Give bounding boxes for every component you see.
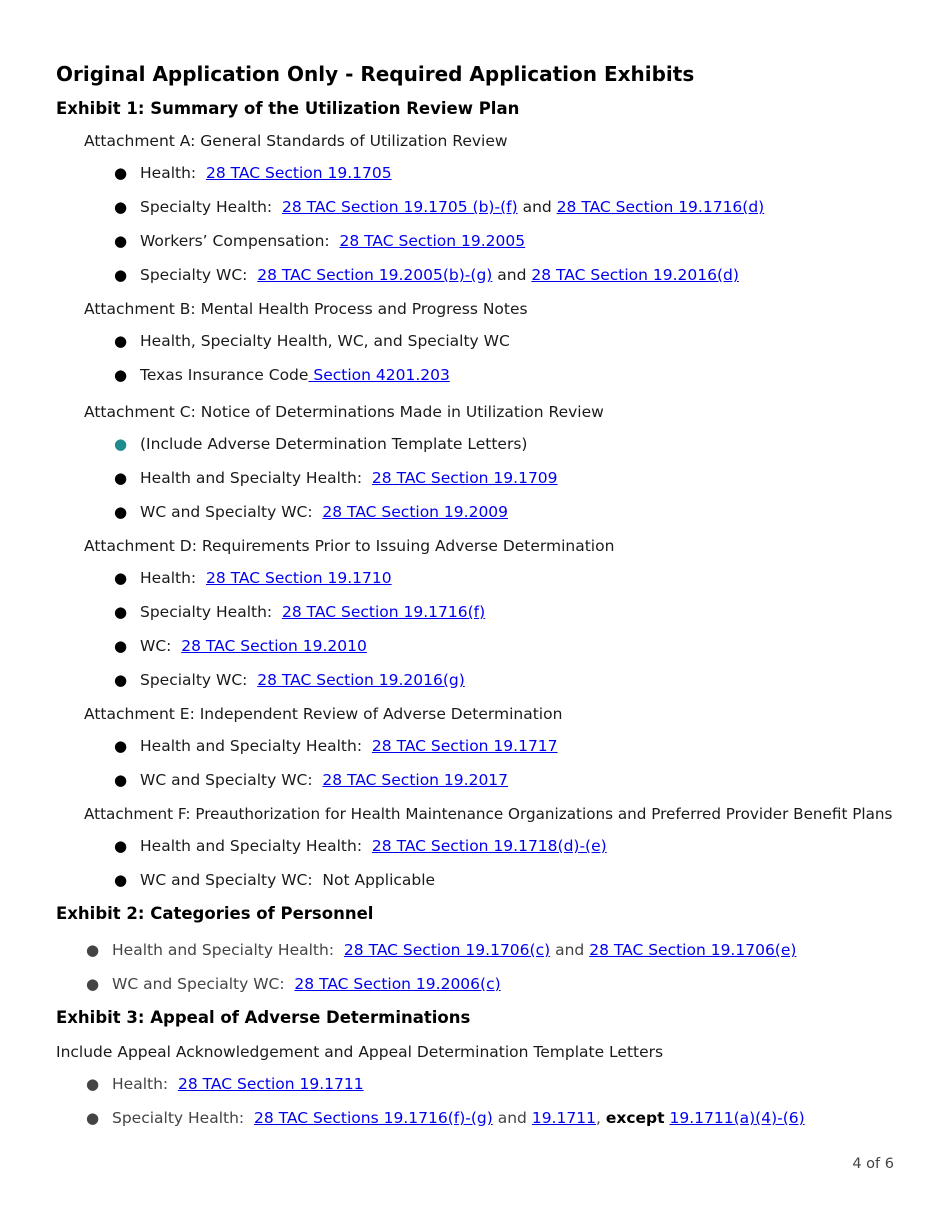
bullet-icon: ● <box>114 435 128 453</box>
list-item: ● Health: 28 TAC Section 19.1705 <box>114 164 392 182</box>
list-item: ● Specialty WC: 28 TAC Section 19.2016(g) <box>114 671 465 689</box>
exhibit-3-list <box>56 1073 916 1141</box>
link-28-tac-19-1705[interactable]: 28 TAC Section 19.1705 <box>205 164 392 182</box>
link-19-1711[interactable]: 19.1711 <box>531 1109 596 1127</box>
list-item: ● WC and Specialty WC: 28 TAC Section 19.2017 <box>114 771 509 789</box>
bullet-icon: ● <box>114 232 128 250</box>
bullet-icon: ● <box>114 503 128 521</box>
link-28-tac-19-1706-c[interactable]: 28 TAC Section 19.1706(c) <box>343 941 551 959</box>
except-bold: except <box>605 1109 665 1127</box>
attachment-f-list <box>56 835 916 903</box>
link-28-tac-sections-19-1716-f-g[interactable]: 28 TAC Sections 19.1716(f)-(g) <box>254 1109 493 1127</box>
list-item: ● Specialty Health: 28 TAC Section 19.1716(f) <box>114 603 486 621</box>
list-item: ● Health, Specialty Health, WC, and Specialty WC <box>114 332 510 350</box>
attachment-e-list <box>56 735 916 803</box>
list-item: ● WC and Specialty WC: 28 TAC Section 19.2009 <box>114 503 509 521</box>
link-28-tac-19-2005[interactable]: 28 TAC Section 19.2005 <box>339 232 526 250</box>
bullet-icon: ● <box>86 1075 100 1093</box>
link-28-tac-19-1709[interactable]: 28 TAC Section 19.1709 <box>371 469 558 487</box>
bullet-icon: ● <box>86 1109 100 1127</box>
link-28-tac-19-1716-d[interactable]: 28 TAC Section 19.1716(d) <box>556 198 765 216</box>
link-28-tac-19-2010[interactable]: 28 TAC Section 19.2010 <box>181 637 367 655</box>
bullet-icon: ● <box>114 198 128 216</box>
bullet-icon: ● <box>114 637 128 655</box>
list-item: ● (Include Adverse Determination Template Letters) <box>114 435 528 453</box>
exhibit-2-heading: Exhibit 2: Categories of Personnel <box>56 904 374 923</box>
list-item: ● Workers’ Compensation: 28 TAC Section 19.2005 <box>114 232 526 250</box>
bullet-icon: ● <box>114 603 128 621</box>
attachment-d-list <box>56 567 916 703</box>
link-28-tac-19-2016-g[interactable]: 28 TAC Section 19.2016(g) <box>257 671 465 689</box>
list-item: ● Health: 28 TAC Section 19.1710 <box>114 569 392 587</box>
bullet-icon: ● <box>114 569 128 587</box>
bullet-icon: ● <box>114 771 128 789</box>
link-28-tac-19-2016-d[interactable]: 28 TAC Section 19.2016(d) <box>531 266 739 284</box>
list-item: ● Health and Specialty Health: 28 TAC Section 19.1709 <box>114 469 558 487</box>
bullet-icon: ● <box>114 366 128 384</box>
bullet-icon: ● <box>114 266 128 284</box>
list-item: ● WC and Specialty WC: 28 TAC Section 19.2006(c) <box>86 975 501 993</box>
link-28-tac-19-1711[interactable]: 28 TAC Section 19.1711 <box>177 1075 364 1093</box>
list-item: ● Health and Specialty Health: 28 TAC Section 19.1718(d)-(e) <box>114 837 607 855</box>
bullet-icon: ● <box>114 332 128 350</box>
link-28-tac-19-1705-b-f[interactable]: 28 TAC Section 19.1705 (b)-(f) <box>282 198 518 216</box>
link-28-tac-19-2017[interactable]: 28 TAC Section 19.2017 <box>322 771 509 789</box>
attachment-d-label: Attachment D: Requirements Prior to Issuing Adverse Determination <box>84 537 615 555</box>
bullet-icon: ● <box>114 871 128 889</box>
bullet-icon: ● <box>86 941 100 959</box>
attachment-e-label: Attachment E: Independent Review of Adverse Determination <box>84 705 563 723</box>
exhibit-3-intro: Include Appeal Acknowledgement and Appeal Determination Template Letters <box>56 1043 664 1061</box>
link-19-1711-a-4-6[interactable]: 19.1711(a)(4)-(6) <box>669 1109 805 1127</box>
list-item: ● Specialty Health: 28 TAC Sections 19.1716(f)-(g) and 19.1711, except 19.1711(a)(4)-(6) <box>86 1109 805 1127</box>
list-item: ● Health: 28 TAC Section 19.1711 <box>86 1075 364 1093</box>
attachment-b-list <box>56 330 916 401</box>
bullet-icon: ● <box>114 737 128 755</box>
attachment-a-list <box>56 162 916 298</box>
list-item: ● Texas Insurance Code Section 4201.203 <box>114 366 450 384</box>
link-28-tac-19-1706-e[interactable]: 28 TAC Section 19.1706(e) <box>589 941 797 959</box>
list-item: ● Health and Specialty Health: 28 TAC Section 19.1706(c) and 28 TAC Section 19.1706(e) <box>86 941 797 959</box>
link-28-tac-19-2006-c[interactable]: 28 TAC Section 19.2006(c) <box>294 975 501 993</box>
link-28-tac-19-1717[interactable]: 28 TAC Section 19.1717 <box>371 737 558 755</box>
exhibit-1-heading: Exhibit 1: Summary of the Utilization Review Plan <box>56 99 520 118</box>
list-item: ● WC: 28 TAC Section 19.2010 <box>114 637 367 655</box>
bullet-icon: ● <box>114 837 128 855</box>
attachment-a-label: Attachment A: General Standards of Utilization Review <box>84 132 508 150</box>
list-item: ● Health and Specialty Health: 28 TAC Section 19.1717 <box>114 737 558 755</box>
exhibit-3-heading: Exhibit 3: Appeal of Adverse Determinations <box>56 1008 471 1027</box>
link-section-4201-203[interactable]: Section 4201.203 <box>308 366 450 384</box>
bullet-icon: ● <box>86 975 100 993</box>
link-28-tac-19-2005-b-g[interactable]: 28 TAC Section 19.2005(b)-(g) <box>257 266 493 284</box>
link-28-tac-19-2009[interactable]: 28 TAC Section 19.2009 <box>322 503 509 521</box>
link-28-tac-19-1710[interactable]: 28 TAC Section 19.1710 <box>205 569 392 587</box>
bullet-icon: ● <box>114 469 128 487</box>
link-28-tac-19-1718-d-e[interactable]: 28 TAC Section 19.1718(d)-(e) <box>371 837 607 855</box>
link-28-tac-19-1716-f[interactable]: 28 TAC Section 19.1716(f) <box>282 603 486 621</box>
attachment-c-list <box>56 433 916 535</box>
list-item: ● WC and Specialty WC: Not Applicable <box>114 871 436 889</box>
page-number: 4 of 6 <box>852 1156 894 1172</box>
document-page <box>56 60 916 1141</box>
attachment-f-label: Attachment F: Preauthorization for Health Maintenance Organizations and Preferred Provider Benefit Plans <box>84 805 893 823</box>
attachment-b-label: Attachment B: Mental Health Process and Progress Notes <box>84 300 528 318</box>
exhibit-2-list <box>56 939 916 1007</box>
attachment-c-label: Attachment C: Notice of Determinations Made in Utilization Review <box>84 403 604 421</box>
page-title: Original Application Only - Required Application Exhibits <box>56 62 695 86</box>
list-item: ● Specialty WC: 28 TAC Section 19.2005(b)-(g) and 28 TAC Section 19.2016(d) <box>114 266 739 284</box>
bullet-icon: ● <box>114 671 128 689</box>
bullet-icon: ● <box>114 164 128 182</box>
list-item: ● Specialty Health: 28 TAC Section 19.1705 (b)-(f) and 28 TAC Section 19.1716(d) <box>114 198 765 216</box>
